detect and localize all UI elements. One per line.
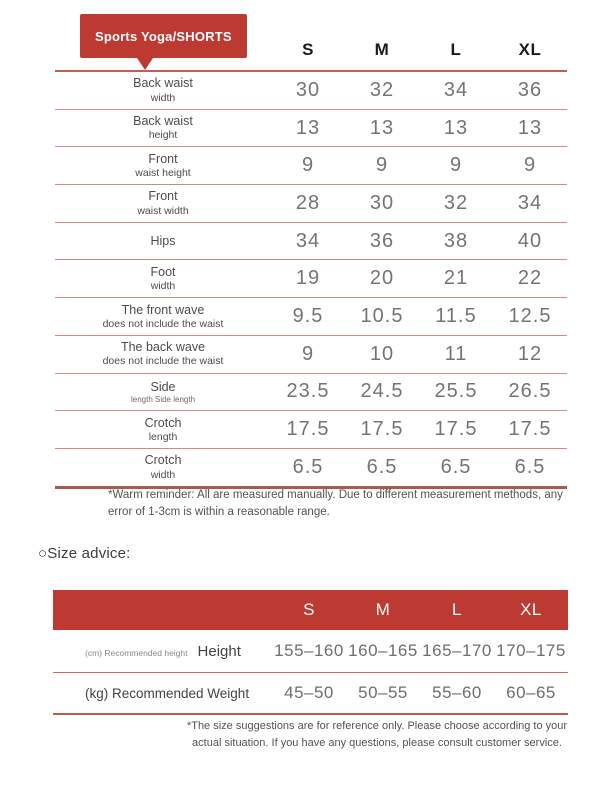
cell-value: 32 — [369, 78, 395, 101]
cell-value: 36 — [369, 229, 395, 252]
row-label — [53, 686, 272, 701]
cell-value: 30 — [369, 191, 395, 214]
cell-value: 40 — [517, 229, 543, 252]
cell-value: 34 — [517, 191, 543, 214]
cell-value: 17.5 — [286, 418, 330, 441]
cell-value: 21 — [443, 267, 469, 290]
cell-value: 13 — [369, 116, 395, 139]
row-label-sub: width — [150, 468, 176, 481]
cell-value: 11.5 — [435, 304, 477, 327]
advice-column-l: L — [452, 600, 462, 619]
cell-value: 6.5 — [514, 455, 546, 478]
table-row — [55, 336, 567, 374]
size-advice-disclaimer: *The size suggestions are for reference only. Please choose according to your actual situation. If you have any questions, please consult customer service. — [186, 720, 568, 750]
cell-value: 10 — [369, 342, 395, 365]
row-label-sub: does not include the waist — [102, 317, 224, 330]
column-header-s: S — [302, 40, 314, 59]
row-label-sub: width — [150, 280, 176, 293]
row-label — [55, 452, 271, 482]
cell-value: 13 — [517, 116, 543, 139]
table-row — [55, 374, 567, 412]
row-label-main: The back wave — [120, 340, 206, 355]
advice-column-s: S — [303, 600, 315, 619]
cell-value: 38 — [443, 229, 469, 252]
cell-value: 13 — [295, 116, 321, 139]
cell-value: 22 — [517, 267, 543, 290]
cell-value: 17.5 — [434, 418, 478, 441]
row-label — [55, 188, 271, 218]
table-row — [55, 298, 567, 336]
cell-value: 19 — [295, 267, 321, 290]
row-label — [55, 379, 271, 406]
row-label-main: Height — [197, 642, 241, 660]
table-row — [53, 673, 568, 715]
row-label — [55, 75, 271, 105]
row-label-unit: (cm) Recommended height — [85, 647, 188, 658]
row-label — [55, 302, 271, 332]
row-label-main: Back waist — [133, 76, 193, 91]
table-row — [55, 110, 567, 148]
cell-value: 6.5 — [366, 455, 398, 478]
cell-value: 34 — [295, 229, 321, 252]
cell-value: 6.5 — [440, 455, 472, 478]
row-label — [55, 264, 271, 294]
size-chart-table — [55, 30, 567, 489]
row-label-sub: width — [150, 91, 176, 104]
row-label-sub: length — [148, 430, 178, 443]
cell-value: 34 — [443, 78, 469, 101]
table-row — [55, 72, 567, 110]
table-row — [55, 223, 567, 261]
cell-value: 30 — [295, 78, 321, 101]
cell-value: 9 — [301, 342, 315, 365]
row-label-sub: does not include the waist — [102, 355, 224, 368]
row-label — [55, 113, 271, 143]
cell-value: 32 — [443, 191, 469, 214]
cell-value: 26.5 — [508, 380, 552, 403]
column-header-xl: XL — [518, 40, 542, 59]
table-row — [55, 411, 567, 449]
row-label-sub: waist width — [137, 204, 189, 217]
product-title: Sports Yoga/SHORTS — [95, 28, 232, 44]
table-row — [55, 147, 567, 185]
cell-value: 9 — [449, 154, 463, 177]
cell-value: 9 — [375, 154, 389, 177]
cell-value: 10.5 — [360, 304, 404, 327]
row-label-main: Crotch — [144, 415, 182, 430]
cell-value: 11 — [444, 342, 468, 365]
cell-value: 165–170 — [422, 641, 492, 660]
cell-value: 170–175 — [496, 641, 566, 660]
cell-value: 9 — [523, 154, 537, 177]
row-label — [55, 415, 271, 445]
table-row — [55, 260, 567, 298]
advice-column-xl: XL — [520, 600, 542, 619]
cell-value: 36 — [517, 78, 543, 101]
size-advice-heading: ○Size advice: — [38, 545, 131, 562]
column-header-m: M — [374, 40, 390, 59]
cell-value: 20 — [369, 267, 395, 290]
cell-value: 12.5 — [508, 304, 552, 327]
cell-value: 17.5 — [360, 418, 404, 441]
cell-value: 13 — [443, 116, 469, 139]
cell-value: 17.5 — [508, 418, 552, 441]
column-header-l: L — [450, 40, 462, 59]
row-label — [55, 233, 271, 249]
row-label-main: (kg) Recommended Weight — [85, 685, 250, 701]
cell-value: 6.5 — [292, 455, 324, 478]
cell-value: 45–50 — [284, 683, 334, 702]
product-title-badge — [80, 14, 247, 58]
cell-value: 23.5 — [286, 380, 330, 403]
row-label — [55, 339, 271, 369]
cell-value: 9 — [301, 154, 315, 177]
badge-pointer-icon — [137, 58, 153, 70]
row-label-sub: length Side length — [130, 394, 196, 404]
cell-value: 24.5 — [360, 380, 404, 403]
cell-value: 28 — [295, 191, 321, 214]
row-label-sub: height — [148, 129, 178, 142]
row-label-main: Front — [148, 189, 178, 204]
size-advice-header-bar — [53, 590, 568, 630]
advice-column-m: M — [375, 600, 391, 619]
size-advice-table — [53, 630, 568, 715]
row-label-main: Crotch — [144, 453, 182, 468]
row-label-sub: waist height — [135, 167, 191, 180]
row-label-main: Hips — [150, 233, 176, 248]
cell-value: 50–55 — [358, 683, 408, 702]
table-row — [53, 630, 568, 673]
row-label-main: The front wave — [121, 302, 205, 317]
cell-value: 9.5 — [292, 304, 324, 327]
row-label-main: Foot — [150, 264, 176, 279]
row-label — [53, 643, 272, 660]
row-label-main: Back waist — [133, 114, 193, 129]
cell-value: 55–60 — [432, 683, 482, 702]
row-label-main: Front — [148, 151, 178, 166]
row-label — [55, 151, 271, 181]
table-row — [55, 185, 567, 223]
cell-value: 12 — [517, 342, 543, 365]
warm-reminder-note: *Warm reminder: All are measured manually. Due to different measurement methods, any error of 1-3cm is within a reasonable range. — [108, 489, 563, 519]
table-row — [55, 449, 567, 489]
cell-value: 160–165 — [348, 641, 418, 660]
cell-value: 60–65 — [506, 683, 556, 702]
row-label-main: Side — [150, 379, 176, 394]
cell-value: 25.5 — [434, 380, 478, 403]
cell-value: 155–160 — [274, 641, 344, 660]
